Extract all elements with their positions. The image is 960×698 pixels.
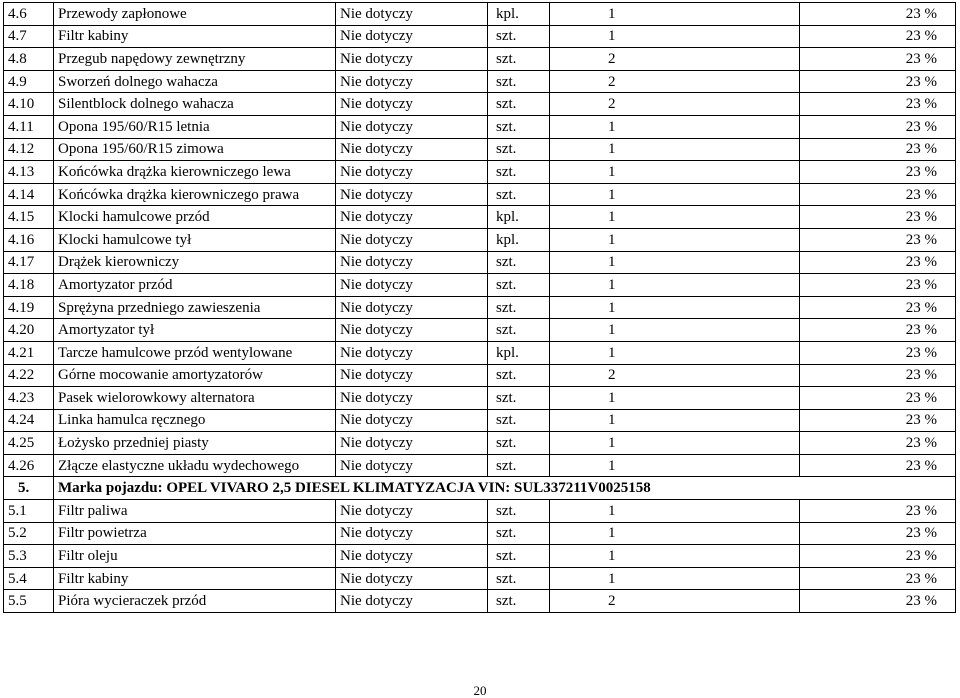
item-status: Nie dotyczy (336, 590, 488, 613)
item-status: Nie dotyczy (336, 409, 488, 432)
item-number: 4.22 (4, 364, 54, 387)
table-row (4, 454, 956, 477)
item-number: 4.12 (4, 138, 54, 161)
item-status: Nie dotyczy (336, 25, 488, 48)
item-status: Nie dotyczy (336, 522, 488, 545)
item-status: Nie dotyczy (336, 70, 488, 93)
item-vat-rate: 23 % (800, 228, 956, 251)
table-row (4, 545, 956, 568)
item-quantity: 1 (550, 274, 800, 297)
table-row (4, 251, 956, 274)
item-vat-rate: 23 % (800, 183, 956, 206)
item-quantity: 1 (550, 500, 800, 523)
item-quantity: 1 (550, 228, 800, 251)
item-number: 4.8 (4, 48, 54, 71)
table-row (4, 161, 956, 184)
item-number: 4.21 (4, 341, 54, 364)
item-number: 4.15 (4, 206, 54, 229)
item-number: 4.7 (4, 25, 54, 48)
item-quantity: 1 (550, 319, 800, 342)
item-vat-rate: 23 % (800, 409, 956, 432)
item-quantity: 1 (550, 183, 800, 206)
item-number: 4.9 (4, 70, 54, 93)
item-quantity: 1 (550, 522, 800, 545)
item-name: Przewody zapłonowe (54, 3, 336, 26)
item-vat-rate: 23 % (800, 296, 956, 319)
item-unit: szt. (488, 251, 550, 274)
item-unit: szt. (488, 522, 550, 545)
item-number: 4.10 (4, 93, 54, 116)
item-quantity: 1 (550, 454, 800, 477)
item-status: Nie dotyczy (336, 115, 488, 138)
item-number: 5.1 (4, 500, 54, 523)
table-row (4, 341, 956, 364)
item-number: 5.3 (4, 545, 54, 568)
item-unit: szt. (488, 48, 550, 71)
item-unit: szt. (488, 70, 550, 93)
item-name: Końcówka drążka kierowniczego prawa (54, 183, 336, 206)
item-vat-rate: 23 % (800, 387, 956, 410)
item-quantity: 1 (550, 432, 800, 455)
item-unit: kpl. (488, 3, 550, 26)
item-status: Nie dotyczy (336, 138, 488, 161)
item-status: Nie dotyczy (336, 296, 488, 319)
item-number: 4.6 (4, 3, 54, 26)
item-quantity: 2 (550, 70, 800, 93)
item-status: Nie dotyczy (336, 228, 488, 251)
item-name: Złącze elastyczne układu wydechowego (54, 454, 336, 477)
item-number: 4.14 (4, 183, 54, 206)
parts-table (3, 2, 956, 613)
item-name: Sprężyna przedniego zawieszenia (54, 296, 336, 319)
item-quantity: 2 (550, 590, 800, 613)
item-unit: kpl. (488, 341, 550, 364)
item-status: Nie dotyczy (336, 364, 488, 387)
section-header-row (4, 477, 956, 500)
item-vat-rate: 23 % (800, 206, 956, 229)
table-row (4, 364, 956, 387)
table-row (4, 409, 956, 432)
item-name: Przegub napędowy zewnętrzny (54, 48, 336, 71)
item-unit: szt. (488, 25, 550, 48)
item-name: Filtr oleju (54, 545, 336, 568)
item-quantity: 1 (550, 409, 800, 432)
item-name: Końcówka drążka kierowniczego lewa (54, 161, 336, 184)
item-unit: szt. (488, 454, 550, 477)
item-unit: szt. (488, 409, 550, 432)
item-number: 4.23 (4, 387, 54, 410)
item-vat-rate: 23 % (800, 545, 956, 568)
item-unit: kpl. (488, 206, 550, 229)
item-unit: szt. (488, 567, 550, 590)
item-unit: szt. (488, 319, 550, 342)
item-vat-rate: 23 % (800, 115, 956, 138)
item-number: 4.26 (4, 454, 54, 477)
item-name: Pasek wielorowkowy alternatora (54, 387, 336, 410)
item-unit: szt. (488, 274, 550, 297)
item-name: Filtr kabiny (54, 25, 336, 48)
item-vat-rate: 23 % (800, 432, 956, 455)
item-status: Nie dotyczy (336, 93, 488, 116)
item-name: Drążek kierowniczy (54, 251, 336, 274)
item-unit: szt. (488, 387, 550, 410)
item-vat-rate: 23 % (800, 93, 956, 116)
item-status: Nie dotyczy (336, 319, 488, 342)
item-quantity: 1 (550, 251, 800, 274)
item-status: Nie dotyczy (336, 567, 488, 590)
item-vat-rate: 23 % (800, 454, 956, 477)
item-number: 5.2 (4, 522, 54, 545)
item-quantity: 1 (550, 138, 800, 161)
item-name: Tarcze hamulcowe przód wentylowane (54, 341, 336, 364)
section-title: Marka pojazdu: OPEL VIVARO 2,5 DIESEL KLIMATYZACJA VIN: SUL337211V0025158 (54, 477, 956, 500)
item-unit: szt. (488, 364, 550, 387)
item-unit: szt. (488, 183, 550, 206)
table-row (4, 48, 956, 71)
table-row (4, 387, 956, 410)
table-row (4, 70, 956, 93)
item-name: Amortyzator przód (54, 274, 336, 297)
item-name: Opona 195/60/R15 zimowa (54, 138, 336, 161)
item-quantity: 2 (550, 364, 800, 387)
item-number: 5.5 (4, 590, 54, 613)
item-vat-rate: 23 % (800, 274, 956, 297)
item-quantity: 1 (550, 341, 800, 364)
item-vat-rate: 23 % (800, 500, 956, 523)
item-vat-rate: 23 % (800, 48, 956, 71)
item-unit: kpl. (488, 228, 550, 251)
item-status: Nie dotyczy (336, 161, 488, 184)
item-status: Nie dotyczy (336, 500, 488, 523)
item-vat-rate: 23 % (800, 3, 956, 26)
item-number: 4.13 (4, 161, 54, 184)
item-unit: szt. (488, 93, 550, 116)
table-row (4, 274, 956, 297)
item-name: Filtr kabiny (54, 567, 336, 590)
item-name: Amortyzator tył (54, 319, 336, 342)
item-unit: szt. (488, 545, 550, 568)
item-status: Nie dotyczy (336, 274, 488, 297)
item-status: Nie dotyczy (336, 454, 488, 477)
item-vat-rate: 23 % (800, 251, 956, 274)
item-quantity: 1 (550, 115, 800, 138)
item-quantity: 1 (550, 161, 800, 184)
item-vat-rate: 23 % (800, 567, 956, 590)
item-number: 4.19 (4, 296, 54, 319)
page-number: 20 (473, 683, 487, 698)
item-status: Nie dotyczy (336, 3, 488, 26)
item-vat-rate: 23 % (800, 364, 956, 387)
item-status: Nie dotyczy (336, 545, 488, 568)
item-status: Nie dotyczy (336, 251, 488, 274)
item-name: Filtr powietrza (54, 522, 336, 545)
table-row (4, 296, 956, 319)
item-vat-rate: 23 % (800, 70, 956, 93)
item-vat-rate: 23 % (800, 319, 956, 342)
item-quantity: 1 (550, 296, 800, 319)
item-vat-rate: 23 % (800, 161, 956, 184)
item-status: Nie dotyczy (336, 432, 488, 455)
table-row (4, 500, 956, 523)
item-unit: szt. (488, 500, 550, 523)
item-status: Nie dotyczy (336, 341, 488, 364)
item-number: 5.4 (4, 567, 54, 590)
item-number: 4.18 (4, 274, 54, 297)
table-row (4, 432, 956, 455)
table-row (4, 3, 956, 26)
item-quantity: 1 (550, 25, 800, 48)
item-status: Nie dotyczy (336, 206, 488, 229)
item-vat-rate: 23 % (800, 341, 956, 364)
item-quantity: 2 (550, 48, 800, 71)
item-name: Linka hamulca ręcznego (54, 409, 336, 432)
item-quantity: 1 (550, 567, 800, 590)
item-number: 4.17 (4, 251, 54, 274)
item-name: Klocki hamulcowe tył (54, 228, 336, 251)
item-name: Klocki hamulcowe przód (54, 206, 336, 229)
item-vat-rate: 23 % (800, 138, 956, 161)
item-quantity: 1 (550, 206, 800, 229)
item-number: 4.11 (4, 115, 54, 138)
item-name: Opona 195/60/R15 letnia (54, 115, 336, 138)
table-row (4, 206, 956, 229)
item-name: Sworzeń dolnego wahacza (54, 70, 336, 93)
table-row (4, 567, 956, 590)
item-name: Silentblock dolnego wahacza (54, 93, 336, 116)
table-row (4, 522, 956, 545)
item-unit: szt. (488, 432, 550, 455)
table-row (4, 319, 956, 342)
item-unit: szt. (488, 138, 550, 161)
table-row (4, 228, 956, 251)
item-unit: szt. (488, 590, 550, 613)
item-unit: szt. (488, 115, 550, 138)
table-row (4, 25, 956, 48)
item-vat-rate: 23 % (800, 25, 956, 48)
item-name: Łożysko przedniej piasty (54, 432, 336, 455)
item-number: 4.24 (4, 409, 54, 432)
item-vat-rate: 23 % (800, 590, 956, 613)
item-number: 4.20 (4, 319, 54, 342)
item-quantity: 1 (550, 3, 800, 26)
item-name: Pióra wycieraczek przód (54, 590, 336, 613)
table-row (4, 138, 956, 161)
item-unit: szt. (488, 296, 550, 319)
item-vat-rate: 23 % (800, 522, 956, 545)
item-name: Filtr paliwa (54, 500, 336, 523)
item-status: Nie dotyczy (336, 48, 488, 71)
item-status: Nie dotyczy (336, 387, 488, 410)
item-unit: szt. (488, 161, 550, 184)
section-number: 5. (4, 477, 54, 500)
table-row (4, 115, 956, 138)
item-quantity: 2 (550, 93, 800, 116)
item-number: 4.25 (4, 432, 54, 455)
item-quantity: 1 (550, 545, 800, 568)
table-row (4, 183, 956, 206)
item-status: Nie dotyczy (336, 183, 488, 206)
item-name: Górne mocowanie amortyzatorów (54, 364, 336, 387)
item-number: 4.16 (4, 228, 54, 251)
table-row (4, 93, 956, 116)
item-quantity: 1 (550, 387, 800, 410)
table-row (4, 590, 956, 613)
